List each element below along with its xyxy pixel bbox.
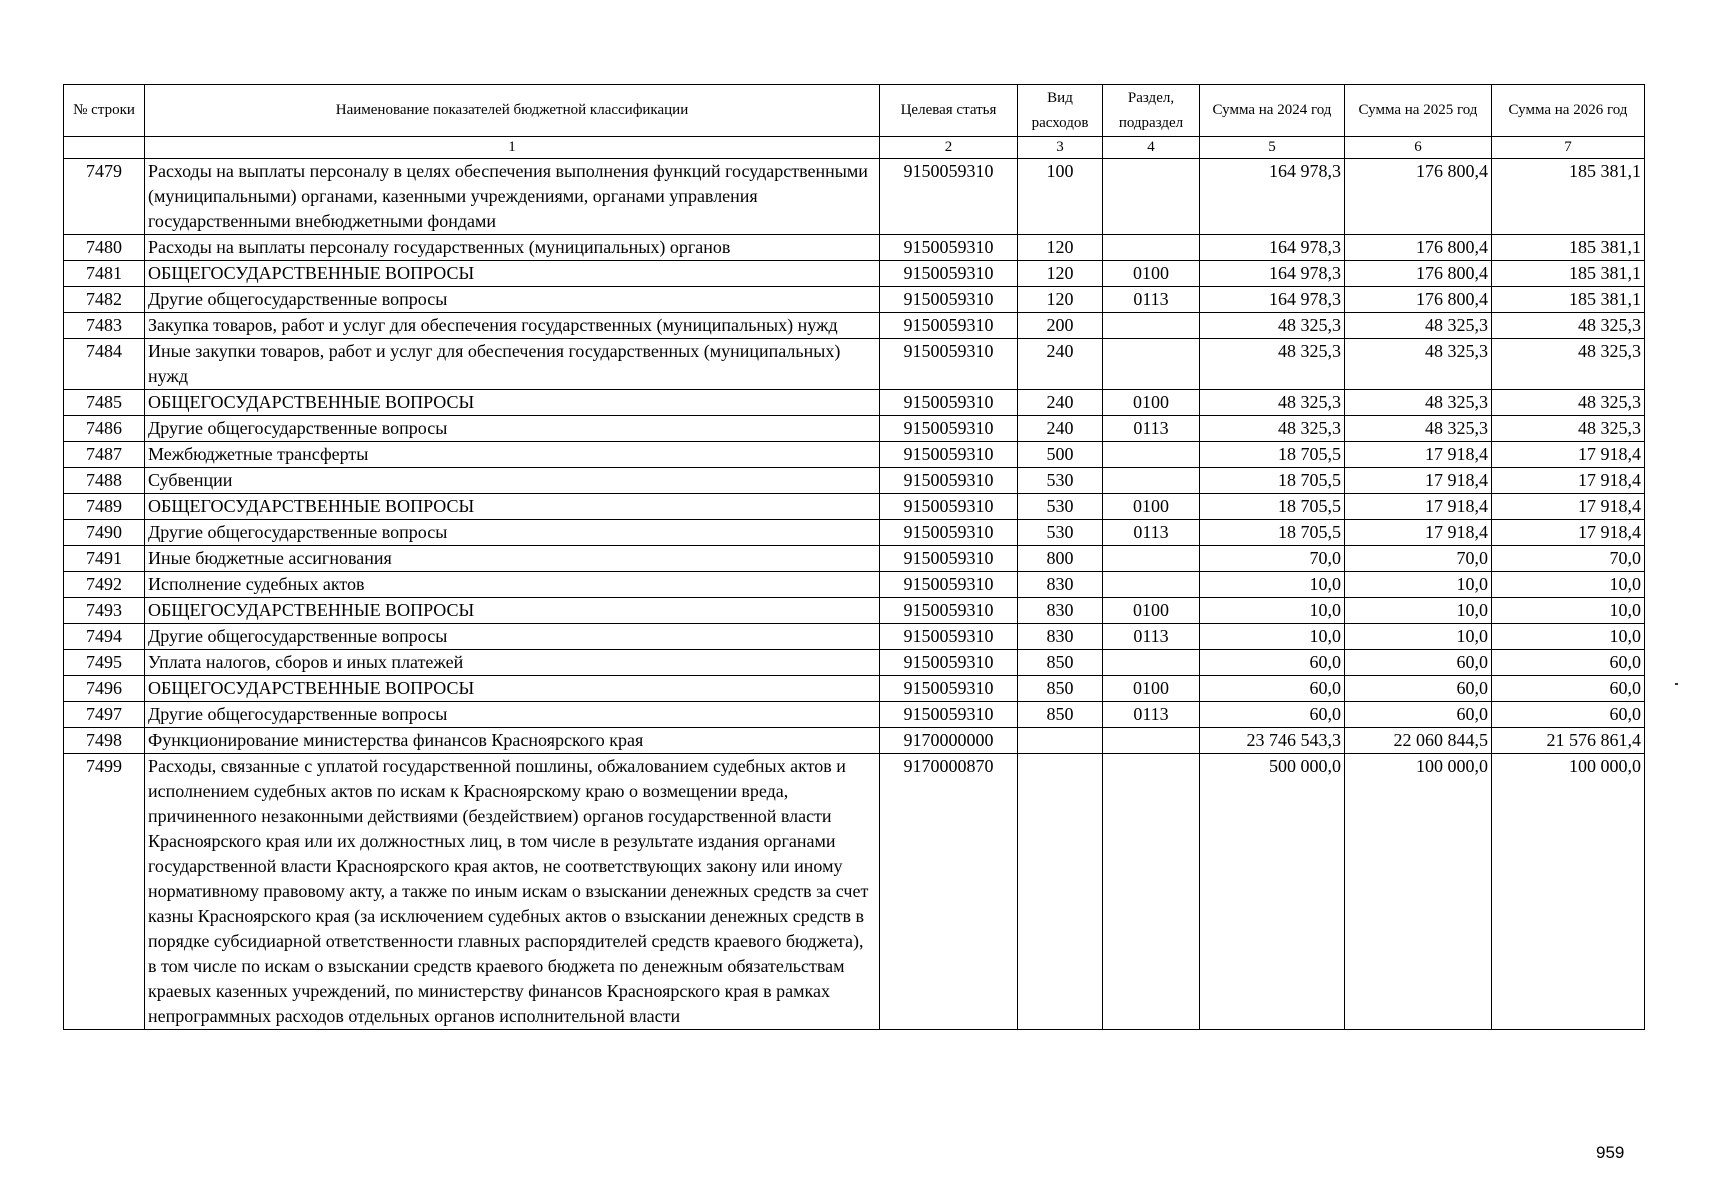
cell-target-code: 9150059310 <box>880 624 1018 650</box>
column-number-row <box>64 137 1645 159</box>
cell-row-number: 7499 <box>64 754 145 1030</box>
cell-section: 0113 <box>1103 416 1200 442</box>
cell-sum-2024: 60,0 <box>1200 702 1345 728</box>
header-target: Целевая статья <box>880 85 1018 137</box>
cell-target-code: 9150059310 <box>880 235 1018 261</box>
cell-sum-2025: 10,0 <box>1345 598 1492 624</box>
cell-name: Другие общегосударственные вопросы <box>145 416 880 442</box>
cell-sum-2025: 176 800,4 <box>1345 287 1492 313</box>
cell-row-number: 7486 <box>64 416 145 442</box>
cell-sum-2024: 18 705,5 <box>1200 442 1345 468</box>
cell-sum-2024: 10,0 <box>1200 572 1345 598</box>
cell-sum-2026: 60,0 <box>1492 650 1645 676</box>
cell-sum-2026: 70,0 <box>1492 546 1645 572</box>
cell-row-number: 7482 <box>64 287 145 313</box>
cell-section: 0100 <box>1103 676 1200 702</box>
cell-name: Функционирование министерства финансов Красноярского края <box>145 728 880 754</box>
cell-row-number: 7488 <box>64 468 145 494</box>
header-sum-2024: Сумма на 2024 год <box>1200 85 1345 137</box>
cell-sum-2025: 60,0 <box>1345 676 1492 702</box>
table-row <box>64 159 1645 235</box>
column-number: 6 <box>1345 137 1492 159</box>
cell-row-number: 7487 <box>64 442 145 468</box>
cell-section <box>1103 754 1200 1030</box>
table-row <box>64 702 1645 728</box>
cell-sum-2026: 21 576 861,4 <box>1492 728 1645 754</box>
cell-sum-2024: 164 978,3 <box>1200 235 1345 261</box>
table-body <box>64 159 1645 1030</box>
cell-expense-type: 240 <box>1018 390 1103 416</box>
cell-sum-2024: 60,0 <box>1200 650 1345 676</box>
cell-section <box>1103 546 1200 572</box>
cell-section: 0100 <box>1103 390 1200 416</box>
cell-sum-2025: 60,0 <box>1345 702 1492 728</box>
cell-row-number: 7492 <box>64 572 145 598</box>
cell-expense-type <box>1018 728 1103 754</box>
cell-sum-2026: 48 325,3 <box>1492 416 1645 442</box>
cell-expense-type: 500 <box>1018 442 1103 468</box>
cell-row-number: 7490 <box>64 520 145 546</box>
cell-row-number: 7493 <box>64 598 145 624</box>
cell-expense-type: 850 <box>1018 650 1103 676</box>
cell-name: Расходы, связанные с уплатой государственной пошлины, обжалованием судебных актов и исполнением судебных актов по искам к Красноярскому краю о возмещении вреда, причиненного незаконными действиями (бездействием) органов государственной власти Красноярского края или их должностных лиц, в том числе в результате издания органами государственной власти Красноярского края актов, не соответствующих закону или иному нормативному правовому акту, а также по иным искам о взыскании денежных средств за счет казны Красноярского края (за исключением судебных актов о взыскании денежных средств в порядке субсидиарной ответственности главных распорядителей средств краевого бюджета), в том числе по искам о взыскании средств краевого бюджета по денежным обязательствам краевых казенных учреждений, по министерству финансов Красноярского края в рамках непрограммных расходов отдельных органов исполнительной власти <box>145 754 880 1030</box>
cell-name: Другие общегосударственные вопросы <box>145 520 880 546</box>
cell-sum-2024: 164 978,3 <box>1200 261 1345 287</box>
cell-name: Иные закупки товаров, работ и услуг для обеспечения государственных (муниципальных) нужд <box>145 339 880 390</box>
cell-sum-2026: 17 918,4 <box>1492 520 1645 546</box>
cell-target-code: 9150059310 <box>880 598 1018 624</box>
cell-name: Другие общегосударственные вопросы <box>145 702 880 728</box>
table-row <box>64 468 1645 494</box>
cell-sum-2025: 60,0 <box>1345 650 1492 676</box>
table-row <box>64 442 1645 468</box>
cell-expense-type <box>1018 754 1103 1030</box>
cell-target-code: 9150059310 <box>880 494 1018 520</box>
cell-expense-type: 120 <box>1018 235 1103 261</box>
cell-sum-2025: 17 918,4 <box>1345 442 1492 468</box>
cell-name: ОБЩЕГОСУДАРСТВЕННЫЕ ВОПРОСЫ <box>145 261 880 287</box>
cell-sum-2024: 48 325,3 <box>1200 390 1345 416</box>
table-row <box>64 416 1645 442</box>
cell-target-code: 9170000870 <box>880 754 1018 1030</box>
cell-sum-2025: 48 325,3 <box>1345 416 1492 442</box>
cell-sum-2026: 17 918,4 <box>1492 494 1645 520</box>
cell-sum-2024: 60,0 <box>1200 676 1345 702</box>
cell-sum-2026: 17 918,4 <box>1492 442 1645 468</box>
cell-name: Расходы на выплаты персоналу в целях обеспечения выполнения функций государственными (муниципальными) органами, казенными учреждениями, органами управления государственными внебюджетными фондами <box>145 159 880 235</box>
cell-name: Расходы на выплаты персоналу государственных (муниципальных) органов <box>145 235 880 261</box>
cell-section: 0113 <box>1103 287 1200 313</box>
cell-target-code: 9150059310 <box>880 572 1018 598</box>
cell-sum-2024: 18 705,5 <box>1200 468 1345 494</box>
table-row <box>64 261 1645 287</box>
table-row <box>64 650 1645 676</box>
cell-section: 0100 <box>1103 261 1200 287</box>
cell-target-code: 9150059310 <box>880 390 1018 416</box>
column-number: 2 <box>880 137 1018 159</box>
cell-expense-type: 850 <box>1018 676 1103 702</box>
cell-expense-type: 530 <box>1018 468 1103 494</box>
table-row <box>64 287 1645 313</box>
cell-target-code: 9150059310 <box>880 546 1018 572</box>
table-row <box>64 339 1645 390</box>
cell-sum-2026: 48 325,3 <box>1492 339 1645 390</box>
cell-sum-2024: 10,0 <box>1200 598 1345 624</box>
cell-expense-type: 830 <box>1018 572 1103 598</box>
cell-sum-2024: 10,0 <box>1200 624 1345 650</box>
cell-target-code: 9150059310 <box>880 702 1018 728</box>
table-row <box>64 624 1645 650</box>
cell-sum-2026: 185 381,1 <box>1492 159 1645 235</box>
cell-sum-2024: 48 325,3 <box>1200 313 1345 339</box>
cell-sum-2025: 48 325,3 <box>1345 313 1492 339</box>
table-row <box>64 494 1645 520</box>
scan-speck <box>1675 683 1678 685</box>
cell-expense-type: 200 <box>1018 313 1103 339</box>
page-number: 959 <box>1596 1143 1625 1162</box>
cell-target-code: 9150059310 <box>880 261 1018 287</box>
cell-name: ОБЩЕГОСУДАРСТВЕННЫЕ ВОПРОСЫ <box>145 494 880 520</box>
table-row <box>64 546 1645 572</box>
header-sum-2025: Сумма на 2025 год <box>1345 85 1492 137</box>
cell-sum-2026: 17 918,4 <box>1492 468 1645 494</box>
budget-table <box>63 84 1645 1030</box>
cell-sum-2026: 10,0 <box>1492 624 1645 650</box>
cell-sum-2025: 48 325,3 <box>1345 390 1492 416</box>
header-type: Вид расходов <box>1018 85 1103 137</box>
cell-sum-2026: 48 325,3 <box>1492 313 1645 339</box>
cell-row-number: 7498 <box>64 728 145 754</box>
cell-sum-2024: 23 746 543,3 <box>1200 728 1345 754</box>
header-section: Раздел, подраздел <box>1103 85 1200 137</box>
column-number <box>64 137 145 159</box>
cell-section: 0100 <box>1103 598 1200 624</box>
cell-name: ОБЩЕГОСУДАРСТВЕННЫЕ ВОПРОСЫ <box>145 598 880 624</box>
header-sum-2026: Сумма на 2026 год <box>1492 85 1645 137</box>
cell-target-code: 9150059310 <box>880 442 1018 468</box>
cell-row-number: 7489 <box>64 494 145 520</box>
column-number: 4 <box>1103 137 1200 159</box>
table-row <box>64 235 1645 261</box>
cell-target-code: 9150059310 <box>880 650 1018 676</box>
cell-section <box>1103 728 1200 754</box>
cell-expense-type: 530 <box>1018 494 1103 520</box>
table-row <box>64 598 1645 624</box>
cell-expense-type: 830 <box>1018 598 1103 624</box>
column-number: 3 <box>1018 137 1103 159</box>
cell-sum-2026: 10,0 <box>1492 572 1645 598</box>
cell-section <box>1103 468 1200 494</box>
cell-row-number: 7479 <box>64 159 145 235</box>
cell-section: 0113 <box>1103 702 1200 728</box>
cell-section <box>1103 235 1200 261</box>
cell-expense-type: 120 <box>1018 287 1103 313</box>
cell-row-number: 7491 <box>64 546 145 572</box>
cell-name: ОБЩЕГОСУДАРСТВЕННЫЕ ВОПРОСЫ <box>145 676 880 702</box>
column-number: 5 <box>1200 137 1345 159</box>
cell-target-code: 9150059310 <box>880 676 1018 702</box>
cell-name: Другие общегосударственные вопросы <box>145 287 880 313</box>
column-number: 7 <box>1492 137 1645 159</box>
cell-target-code: 9150059310 <box>880 468 1018 494</box>
cell-target-code: 9150059310 <box>880 159 1018 235</box>
cell-name: ОБЩЕГОСУДАРСТВЕННЫЕ ВОПРОСЫ <box>145 390 880 416</box>
cell-section <box>1103 339 1200 390</box>
cell-section <box>1103 650 1200 676</box>
cell-row-number: 7495 <box>64 650 145 676</box>
cell-row-number: 7494 <box>64 624 145 650</box>
cell-sum-2025: 17 918,4 <box>1345 494 1492 520</box>
cell-sum-2024: 500 000,0 <box>1200 754 1345 1030</box>
cell-sum-2026: 185 381,1 <box>1492 287 1645 313</box>
cell-row-number: 7497 <box>64 702 145 728</box>
cell-sum-2026: 60,0 <box>1492 702 1645 728</box>
cell-name: Другие общегосударственные вопросы <box>145 624 880 650</box>
cell-target-code: 9170000000 <box>880 728 1018 754</box>
cell-section <box>1103 572 1200 598</box>
table-row <box>64 572 1645 598</box>
cell-target-code: 9150059310 <box>880 313 1018 339</box>
cell-name: Субвенции <box>145 468 880 494</box>
table-row <box>64 728 1645 754</box>
cell-sum-2024: 164 978,3 <box>1200 159 1345 235</box>
cell-row-number: 7483 <box>64 313 145 339</box>
table-row <box>64 313 1645 339</box>
cell-target-code: 9150059310 <box>880 287 1018 313</box>
cell-sum-2024: 164 978,3 <box>1200 287 1345 313</box>
cell-sum-2026: 185 381,1 <box>1492 261 1645 287</box>
cell-sum-2024: 48 325,3 <box>1200 416 1345 442</box>
cell-section: 0113 <box>1103 624 1200 650</box>
table-row <box>64 520 1645 546</box>
cell-row-number: 7484 <box>64 339 145 390</box>
cell-section <box>1103 159 1200 235</box>
cell-name: Закупка товаров, работ и услуг для обеспечения государственных (муниципальных) нужд <box>145 313 880 339</box>
cell-section: 0100 <box>1103 494 1200 520</box>
cell-expense-type: 530 <box>1018 520 1103 546</box>
cell-section <box>1103 313 1200 339</box>
header-row <box>64 85 1645 137</box>
cell-sum-2025: 100 000,0 <box>1345 754 1492 1030</box>
cell-expense-type: 240 <box>1018 416 1103 442</box>
table-row <box>64 754 1645 1030</box>
cell-expense-type: 850 <box>1018 702 1103 728</box>
cell-sum-2025: 17 918,4 <box>1345 520 1492 546</box>
cell-expense-type: 120 <box>1018 261 1103 287</box>
cell-sum-2025: 22 060 844,5 <box>1345 728 1492 754</box>
cell-row-number: 7496 <box>64 676 145 702</box>
cell-sum-2026: 185 381,1 <box>1492 235 1645 261</box>
cell-expense-type: 830 <box>1018 624 1103 650</box>
cell-sum-2026: 48 325,3 <box>1492 390 1645 416</box>
cell-name: Иные бюджетные ассигнования <box>145 546 880 572</box>
cell-sum-2026: 60,0 <box>1492 676 1645 702</box>
cell-sum-2025: 48 325,3 <box>1345 339 1492 390</box>
cell-sum-2024: 48 325,3 <box>1200 339 1345 390</box>
cell-sum-2025: 70,0 <box>1345 546 1492 572</box>
cell-section: 0113 <box>1103 520 1200 546</box>
cell-sum-2024: 70,0 <box>1200 546 1345 572</box>
cell-row-number: 7480 <box>64 235 145 261</box>
column-number: 1 <box>145 137 880 159</box>
cell-sum-2025: 176 800,4 <box>1345 159 1492 235</box>
header-row-no: № строки <box>64 85 145 137</box>
cell-section <box>1103 442 1200 468</box>
cell-sum-2025: 17 918,4 <box>1345 468 1492 494</box>
cell-target-code: 9150059310 <box>880 416 1018 442</box>
cell-target-code: 9150059310 <box>880 520 1018 546</box>
cell-sum-2026: 10,0 <box>1492 598 1645 624</box>
cell-sum-2025: 176 800,4 <box>1345 235 1492 261</box>
cell-sum-2025: 10,0 <box>1345 572 1492 598</box>
cell-name: Межбюджетные трансферты <box>145 442 880 468</box>
cell-sum-2024: 18 705,5 <box>1200 520 1345 546</box>
cell-expense-type: 240 <box>1018 339 1103 390</box>
table-row <box>64 390 1645 416</box>
cell-row-number: 7485 <box>64 390 145 416</box>
table-row <box>64 676 1645 702</box>
cell-expense-type: 100 <box>1018 159 1103 235</box>
cell-sum-2025: 176 800,4 <box>1345 261 1492 287</box>
cell-name: Исполнение судебных актов <box>145 572 880 598</box>
cell-name: Уплата налогов, сборов и иных платежей <box>145 650 880 676</box>
cell-sum-2024: 18 705,5 <box>1200 494 1345 520</box>
cell-sum-2026: 100 000,0 <box>1492 754 1645 1030</box>
cell-row-number: 7481 <box>64 261 145 287</box>
cell-sum-2025: 10,0 <box>1345 624 1492 650</box>
header-name: Наименование показателей бюджетной классификации <box>145 85 880 137</box>
cell-expense-type: 800 <box>1018 546 1103 572</box>
cell-target-code: 9150059310 <box>880 339 1018 390</box>
